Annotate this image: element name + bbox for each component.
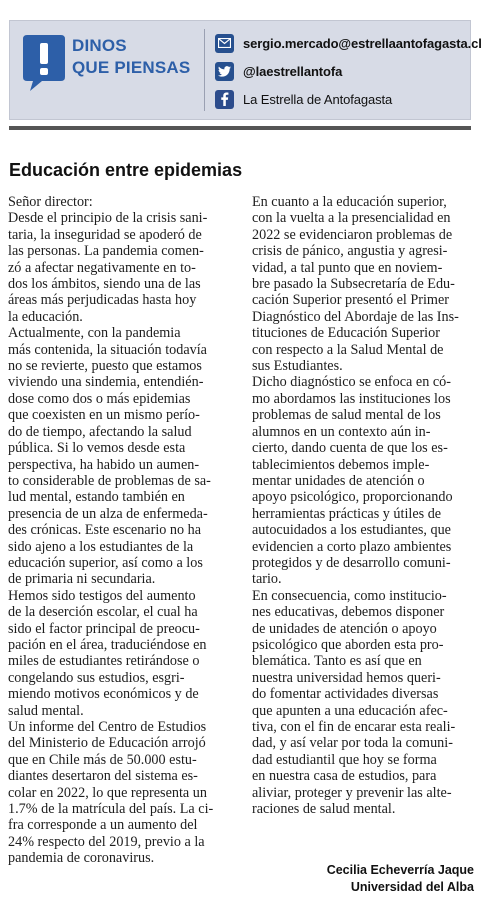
article-line: cierto, dando cuenta de que los es-: [252, 440, 448, 457]
article-line: pública. Si lo vemos desde esta: [8, 440, 186, 457]
article-line: sido ajeno a los estudiantes de la: [8, 538, 194, 555]
article-line: del Ministerio de Educación arrojó: [8, 735, 206, 752]
article-line: pación en el área, traduciéndose en: [8, 636, 207, 653]
article-line: nuestra universidad hemos queri-: [252, 669, 441, 686]
article-column-right: [252, 194, 480, 817]
author-affiliation: Universidad del Alba: [350, 880, 474, 894]
article-line: apoyo psicológico, proporcionando: [252, 489, 453, 506]
article-line: bre pasado la Subsecretaría de Edu-: [252, 276, 455, 293]
article-line: problemas de salud mental de los: [252, 407, 441, 424]
article-line: de primaria ni secundaria.: [8, 571, 156, 588]
article-line: tablecimientos debemos imple-: [252, 456, 430, 473]
article-line: En cuanto a la educación superior,: [252, 194, 447, 210]
article-line: tario.: [252, 571, 282, 588]
article-line: Señor director:: [8, 194, 93, 210]
article-line: que coexisten en un mismo perío-: [8, 407, 200, 424]
article-line: perspectiva, ha habido un aumen-: [8, 456, 200, 473]
article-line: presencia de un alza de enfermeda-: [8, 505, 208, 522]
article-line: do de tiempo, afectando la salud: [8, 423, 192, 440]
article-line: 2022 se evidenciaron problemas de: [252, 226, 453, 243]
article-column-left: [8, 194, 236, 867]
article-line: viviendo una sindemia, entendién-: [8, 374, 204, 391]
article-line: en nuestra casa de estudios, para: [252, 768, 437, 785]
article-line: Dicho diagnóstico se enfoca en có-: [252, 374, 451, 391]
article-line: psicológico que aborden esta pro-: [252, 636, 444, 653]
article-line: educación superior, así como a los: [8, 554, 203, 571]
article-line: con la vuelta a la presencialidad en: [252, 210, 451, 227]
article-line: más contenida, la situación todavía: [8, 341, 207, 358]
article-line: zó a afectar negativamente en to-: [8, 259, 196, 276]
article-line: mentar unidades de atención o: [252, 472, 425, 489]
brand-line-2: QUE PIENSAS: [72, 58, 191, 77]
article-line: nes educativas, debemos disponer: [252, 604, 445, 621]
article-line: dose como dos o más epidemias: [8, 390, 191, 407]
article-line: mo abordamos las instituciones los: [252, 390, 451, 407]
article-line: alumnos en un contexto aún in-: [252, 423, 431, 440]
article-line: 24% respecto del 2019, previo a la: [8, 833, 205, 850]
article-line: miendo motivos económicos y de: [8, 686, 199, 703]
article-line: lud mental, estando también en: [8, 489, 185, 506]
article-line: raciones de salud mental.: [252, 801, 396, 818]
article-line: En consecuencia, como institucio-: [252, 587, 447, 604]
article-line: las personas. La pandemia comen-: [8, 243, 204, 260]
article-line: pandemia de coronavirus.: [8, 850, 155, 867]
author-name: Cecilia Echeverría Jaque: [326, 863, 474, 877]
article-line: dad, y así velar por toda la comuni-: [252, 735, 453, 752]
article-line: Un informe del Centro de Estudios: [8, 719, 207, 735]
article-line: tiva, con el fin de encarar esta reali-: [252, 719, 456, 735]
article-line: dad estudiantil que hoy se forma: [252, 751, 437, 768]
article-line: autocuidados a los estudiantes, que: [252, 522, 451, 539]
article-line: herramientas prácticas y útiles de: [252, 505, 442, 522]
article-line: sus Estudiantes.: [252, 358, 343, 375]
article-line: protegidos y de desarrollo comuni-: [252, 554, 451, 571]
article-line: Actualmente, con la pandemia: [8, 325, 181, 342]
article-line: que apunten a una educación afec-: [252, 702, 448, 719]
article-line: áreas más perjudicadas hasta hoy: [8, 292, 197, 309]
article-line: salud mental.: [8, 702, 84, 719]
article-line: no se revierte, puesto que estamos: [8, 358, 202, 375]
contact-twitter[interactable]: [215, 57, 482, 85]
article-line: dos los ámbitos, siendo una de las: [8, 276, 201, 293]
article-line: Desde el principio de la crisis sani-: [8, 210, 208, 227]
article-line: de la deserción escolar, el cual ha: [8, 604, 198, 621]
article-line: blemática. Tanto es así que en: [252, 653, 422, 670]
contact-email[interactable]: [215, 29, 482, 57]
article-line: tituciones de Educación Superior: [252, 325, 440, 342]
article-line: de unidades de atención o apoyo: [252, 620, 437, 637]
article-line: aliviar, proteger y prevenir las alte-: [252, 784, 452, 801]
contact-facebook[interactable]: [215, 85, 482, 113]
contact-list: [215, 29, 482, 113]
article-line: sido el factor principal de preocu-: [8, 620, 200, 637]
article-line: con respecto a la Salud Mental de: [252, 341, 444, 358]
article-line: la educación.: [8, 308, 83, 325]
article-line: 1.7% de la matrícula del país. La ci-: [8, 801, 214, 818]
article-line: Diagnóstico del Abordaje de las Ins-: [252, 308, 459, 325]
twitter-handle[interactable]: @laestrellantofa: [243, 63, 343, 79]
article-line: fra corresponde a un aumento del: [8, 817, 198, 834]
facebook-page[interactable]: La Estrella de Antofagasta: [243, 91, 393, 107]
facebook-icon: [215, 90, 234, 109]
letter-signature: [327, 862, 474, 896]
article-line: Hemos sido testigos del aumento: [8, 587, 196, 604]
article-line: do fomentar actividades diversas: [252, 686, 439, 703]
article-title: Educación entre epidemias: [9, 160, 243, 180]
article-line: vidad, a tal punto que en noviem-: [252, 259, 443, 276]
article-line: taria, la inseguridad se apoderó de: [8, 226, 202, 243]
article-line: que en Chile más de 50.000 estu-: [8, 751, 197, 768]
section-header: [9, 20, 482, 120]
article-line: des crónicas. Este escenario no ha: [8, 522, 202, 539]
speech-bubble-icon: [22, 33, 66, 93]
email-address[interactable]: sergio.mercado@estrellaantofagasta.cl: [243, 35, 482, 51]
brand-line-1: DINOS: [72, 36, 127, 55]
header-rule: [9, 126, 471, 130]
article-line: evidencien a corto plazo ambientes: [252, 538, 452, 555]
article-line: diantes desertaron del sistema es-: [8, 768, 198, 785]
article-line: cación Superior presentó el Primer: [252, 292, 449, 309]
article-line: congelando sus estudios, esgri-: [8, 669, 185, 686]
article-line: to considerable de problemas de sa-: [8, 472, 211, 489]
header-divider: [204, 29, 205, 111]
email-icon: [215, 34, 234, 53]
article-line: colar en 2022, lo que representa un: [8, 784, 207, 801]
article-line: miles de estudiantes retirándose o: [8, 653, 200, 670]
section-brand: [72, 35, 190, 79]
twitter-icon: [215, 62, 234, 81]
article-line: crisis de pánico, angustia y agresi-: [252, 243, 448, 260]
